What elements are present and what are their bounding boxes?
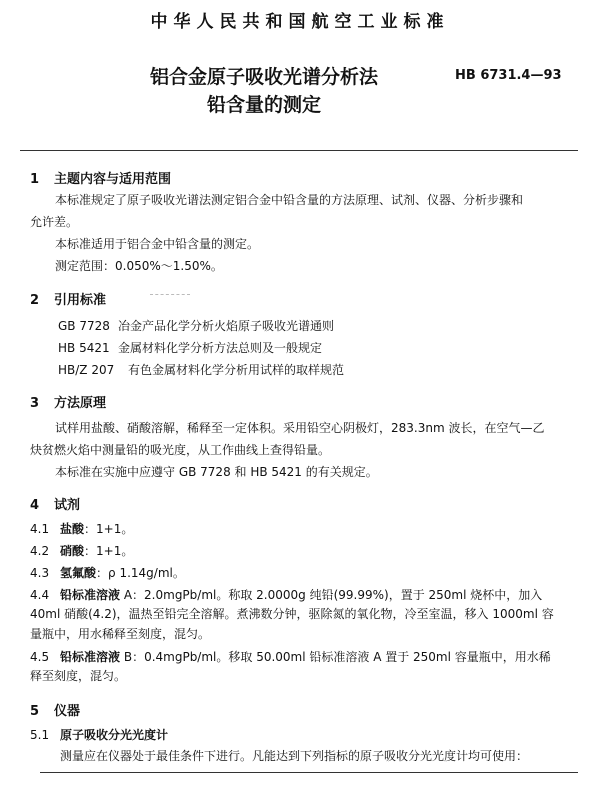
reagent-4-4-line2: 40ml 硝酸(4.2)，温热至铅完全溶解。煮沸数分钟，驱除氮的氧化物，冷至室温，移入 1000ml 容: [30, 607, 554, 621]
section-title: 引用标准: [54, 293, 107, 308]
reagent-item-4-4: [30, 586, 542, 603]
reference-title: 有色金属材料化学分析用试样的取样规范: [128, 363, 345, 377]
header-rule: [20, 150, 578, 151]
item-name: 铅标准溶液: [60, 588, 121, 602]
section-5-heading: [30, 700, 80, 719]
item-text: B：0.4mgPb/ml。移取 50.00ml 铅标准溶液 A 置于 250ml 容量瓶中，用水稀: [120, 650, 551, 664]
reference-code: HB/Z 207: [58, 363, 115, 377]
reference-item: [58, 340, 322, 356]
section-title: 方法原理: [54, 396, 107, 411]
section-number: 5: [30, 704, 40, 719]
item-number: 4.4: [30, 588, 50, 602]
reagent-4-4-line3: 量瓶中，用水稀释至刻度，混匀。: [30, 627, 211, 641]
reagent-item: [30, 542, 133, 559]
reference-title: 冶金产品化学分析火焰原子吸收光谱通则: [118, 319, 335, 333]
subsection-5-1-heading: [30, 726, 168, 743]
s3-paragraph-2: 本标准在实施中应遵守 GB 7728 和 HB 5421 的有关规定。: [55, 465, 378, 479]
section-4-heading: [30, 494, 80, 513]
doc-title-line2: 铅含量的测定: [207, 94, 322, 116]
section-1-heading: [30, 168, 171, 187]
s1-paragraph-3: 测定范围：0.050%～1.50%。: [55, 259, 223, 273]
section-number: 4: [30, 498, 40, 513]
reference-code: HB 5421: [58, 341, 110, 355]
item-text: ：1+1。: [84, 544, 134, 558]
section-2-heading: [30, 289, 106, 308]
s5-paragraph-1: 测量应在仪器处于最佳条件下进行。凡能达到下列指标的原子吸收分光光度计均可使用：: [60, 749, 529, 763]
reagent-4-5-line2: 释至刻度，混匀。: [30, 669, 127, 683]
subsection-title: 原子吸收分光光度计: [60, 728, 169, 742]
item-number: 5.1: [30, 728, 50, 742]
footer-rule: [40, 772, 578, 773]
reference-code: GB 7728: [58, 319, 110, 333]
reference-item: [58, 318, 334, 334]
s3-paragraph-1a: 试样用盐酸、硝酸溶解，稀释至一定体积。采用铅空心阴极灯，283.3nm 波长，在空气—乙: [55, 421, 545, 435]
section-title: 试剂: [54, 498, 81, 513]
item-name: 硝酸: [60, 544, 85, 558]
item-text: A：2.0mgPb/ml。称取 2.0000g 纯铅(99.99%)，置于 250ml 烧杯中，加入: [120, 588, 543, 602]
item-text: ：ρ 1.14g/ml。: [96, 566, 185, 580]
section-number: 3: [30, 396, 40, 411]
item-number: 4.2: [30, 544, 50, 558]
section-number: 2: [30, 293, 40, 308]
s1-paragraph-1b: 允许差。: [30, 215, 79, 229]
reference-title: 金属材料化学分析方法总则及一般规定: [118, 341, 323, 355]
item-number: 4.3: [30, 566, 50, 580]
section-title: 仪器: [54, 704, 81, 719]
s1-paragraph-1a: 本标准规定了原子吸收光谱法测定铝合金中铅含量的方法原理、试剂、仪器、分析步骤和: [55, 193, 524, 207]
section-number: 1: [30, 172, 40, 187]
reagent-item: [30, 564, 185, 581]
item-number: 4.5: [30, 650, 50, 664]
item-text: ：1+1。: [84, 522, 134, 536]
scan-mark: [150, 294, 190, 295]
s1-paragraph-2: 本标准适用于铝合金中铅含量的测定。: [55, 237, 260, 251]
section-3-heading: [30, 392, 106, 411]
section-title: 主题内容与适用范围: [54, 172, 172, 187]
doc-title-line1: 铝合金原子吸收光谱分析法: [150, 66, 379, 88]
item-name: 铅标准溶液: [60, 650, 121, 664]
item-name: 氢氟酸: [60, 566, 97, 580]
reagent-item-4-5: [30, 648, 551, 665]
standard-code: HB 6731.4—93: [455, 68, 562, 83]
standard-header: 中华人民共和国航空工业标准: [150, 12, 450, 32]
reagent-item: [30, 520, 133, 537]
s3-paragraph-1b: 炔贫燃火焰中测量铅的吸光度，从工作曲线上查得铅量。: [30, 443, 331, 457]
item-name: 盐酸: [60, 522, 85, 536]
item-number: 4.1: [30, 522, 50, 536]
reference-item: [58, 362, 344, 378]
